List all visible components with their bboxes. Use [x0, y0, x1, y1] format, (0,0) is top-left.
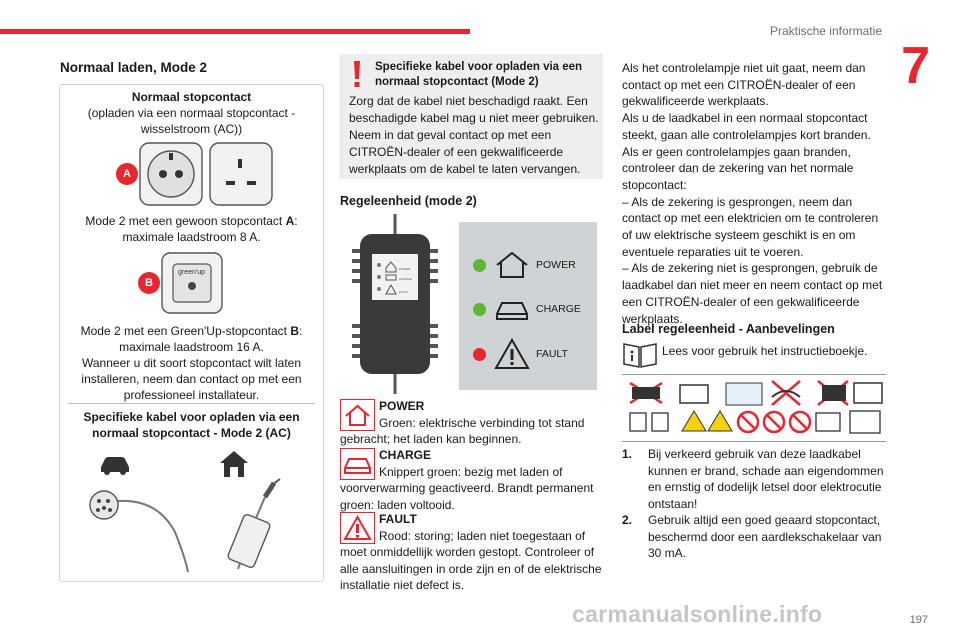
stopcontact-subtitle: (opladen via een normaal stopcontact - wisselstroom (AC))	[87, 106, 296, 136]
car-icon	[494, 294, 530, 324]
warning-title: Specifieke kabel voor opladen via een normaal stopcontact (Mode 2)	[375, 61, 583, 88]
unit-label-power: POWER	[399, 267, 411, 271]
control-unit-heading: Regeleenheid (mode 2)	[340, 194, 477, 208]
list-item: 2. Gebruik altijd een goed geaard stopcontact, beschermd door een aardlekschakelaar van 30 mA.	[622, 513, 882, 560]
watermark: carmanualsonline.info	[572, 601, 823, 627]
section-heading: Normaal laden, Mode 2	[60, 60, 208, 75]
greenup-logo-text: green'up	[178, 269, 206, 276]
diagram-fault-row	[473, 338, 568, 370]
control-unit-illustration	[350, 214, 440, 394]
stopcontact-title: Normaal stopcontact	[131, 90, 252, 104]
red-light	[473, 348, 486, 361]
status-charge: CHARGE Knippert groen: bezig met laden of voorverwarming geactiveerd. Brandt permanent groen: laden voltooid.	[340, 448, 594, 512]
mode2-a-text: Mode 2 met een gewoon stopcontact A: maximale laadstroom 8 A.	[85, 214, 298, 244]
home-icon	[494, 250, 530, 280]
diagram-charge-row	[473, 294, 581, 324]
unit-label-charge: CHARGE	[399, 277, 412, 281]
green-light	[473, 303, 486, 316]
status-fault: FAULT Rood: storing; laden niet toegestaan of moet onmiddellijk worden gestopt. Controleer of alle aansluitingen in orde zijn en of de elektrische installatie niet defect is.	[340, 512, 602, 592]
book-instruction: Lees voor gebruik het instructieboekje.	[662, 344, 868, 358]
prohibition-symbols	[622, 375, 886, 441]
status-power: POWER Groen: elektrische verbinding tot stand gebracht; het laden kan beginnen.	[340, 399, 585, 446]
marker-a: A	[116, 163, 138, 185]
car-icon	[98, 453, 132, 475]
page-number: 197	[909, 614, 928, 626]
socket-illustration-a	[138, 141, 278, 207]
mode2-b-text: Mode 2 met een Green'Up-stopcontact B: maximale laadstroom 16 A.	[80, 324, 303, 354]
cable-illustration	[80, 477, 305, 577]
warning-box	[339, 54, 603, 179]
book-icon	[622, 340, 658, 368]
mode2-b-extra: Wanneer u dit soort stopcontact wilt laten installeren, neem dan contact op met een professioneel installateur.	[81, 356, 302, 402]
status-light-diagram	[459, 222, 597, 390]
diagram-label-power: POWER	[536, 259, 576, 271]
header-title: Praktische informatie	[769, 24, 882, 38]
chapter-number: 7	[901, 37, 930, 95]
greenup-socket-illustration	[160, 251, 224, 315]
panel-divider	[68, 403, 315, 404]
warning-label-illustration	[622, 374, 886, 442]
exclamation-icon	[351, 60, 363, 88]
recommendations-list	[622, 446, 888, 562]
illustration-panel	[59, 84, 324, 582]
list-item: 1. Bij verkeerd gebruik van deze laadkabel kunnen er brand, schade aan eigendommen en ernstig of dodelijk letsel door elektrocutie ontstaan!	[622, 447, 884, 511]
label-heading: Label regeleenheid - Aanbevelingen	[622, 322, 835, 336]
marker-b: B	[138, 272, 160, 294]
header-bar	[0, 29, 470, 34]
diagram-label-fault: FAULT	[536, 348, 568, 360]
warning-body: Zorg dat de kabel niet beschadigd raakt. Een beschadigde kabel mag u niet meer gebruiken. Neem in dat geval contact op met een CITROËN-dealer of een gekwalificeerde werkplaats om de kabel te laten vervangen.	[349, 94, 599, 176]
home-icon	[218, 449, 250, 479]
unit-label-fault: FAULT	[399, 290, 409, 294]
warning-icon	[494, 338, 530, 370]
fuse-instructions: Als het controlelampje niet uit gaat, neem dan contact op met een CITROËN-dealer of een gekwalificeerde werkplaats. Als u de laadkabel in een normaal stopcontact steekt, gaan alle controlelampjes kort branden. Als er geen controlelampjes gaan branden, controleer dan de zekering van het normale stopcontact: – Als de zekering is gesprongen, neem dan contact op met een elektricien om te controleren of uw elektrische systeem geschikt is en om eventuele reparaties uit te voeren. – Als de zekering niet is gesprongen, gebruik de laadkabel dan niet meer en neem contact op met een CITROËN-dealer of een gekwalificeerde werkplaats.	[622, 61, 883, 326]
cable-title: Specifieke kabel voor opladen via een normaal stopcontact - Mode 2 (AC)	[83, 410, 300, 440]
diagram-label-charge: CHARGE	[536, 303, 581, 315]
diagram-power-row	[473, 250, 576, 280]
green-light	[473, 259, 486, 272]
